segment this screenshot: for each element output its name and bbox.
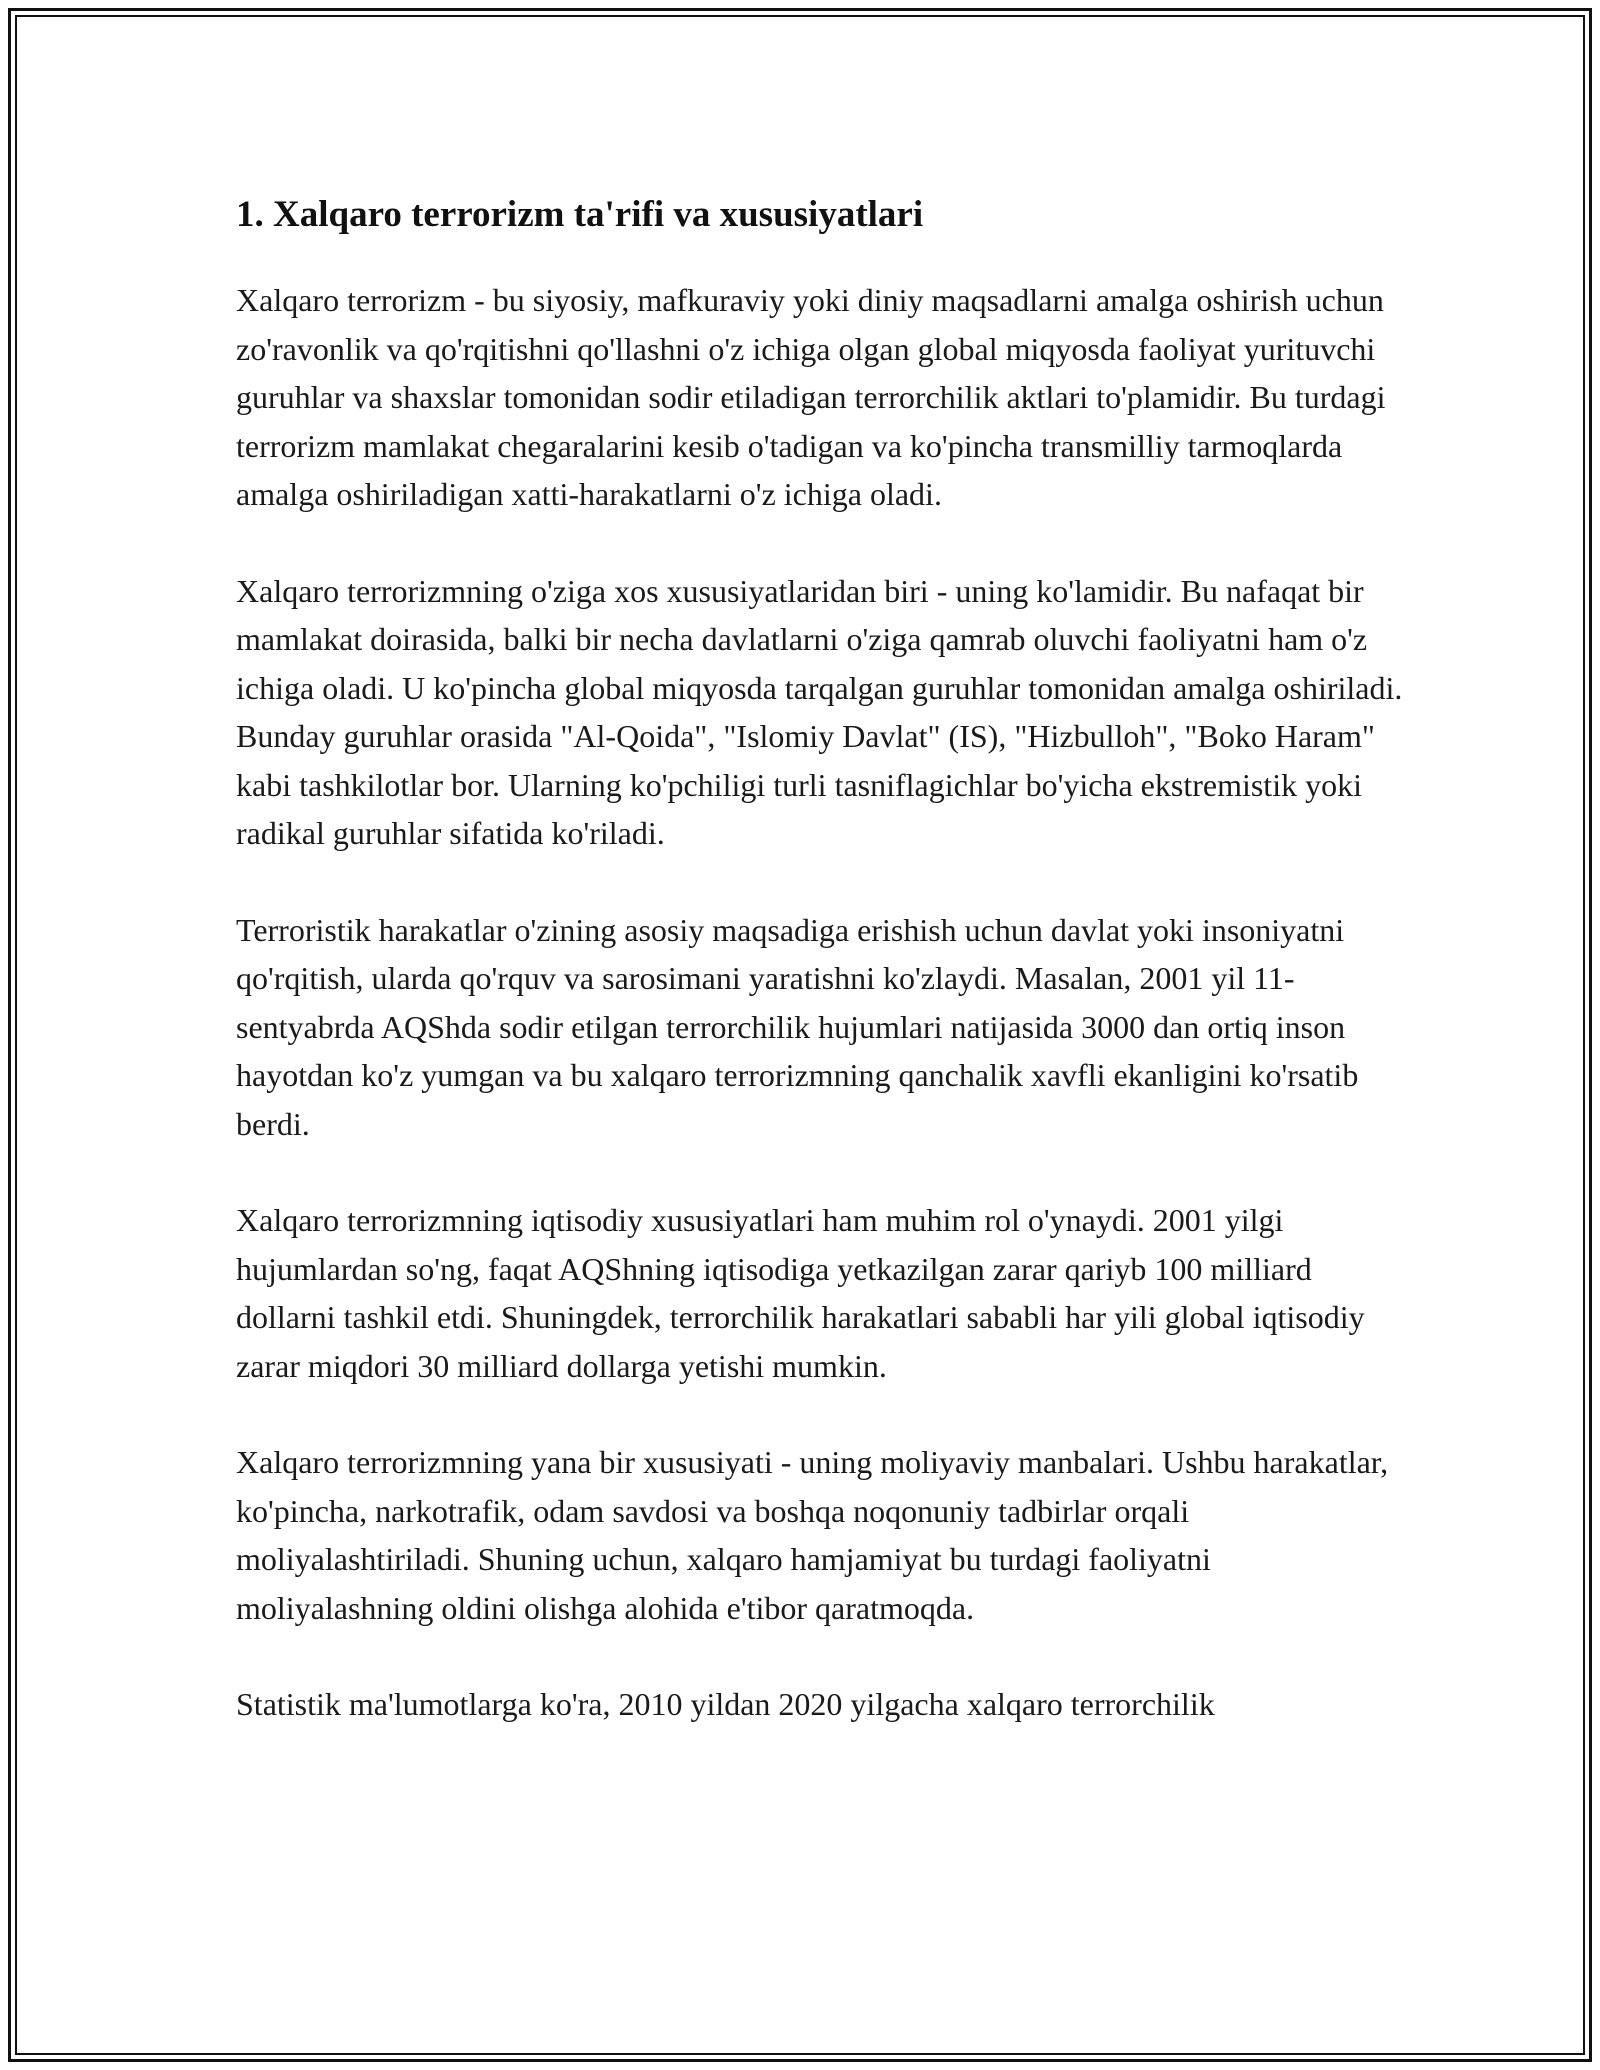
paragraph-economic: Xalqaro terrorizmning iqtisodiy xususiyatlari ham muhim rol o'ynaydi. 2001 yilgi hujumlardan so'ng, faqat AQShning iqtisodiga yetkazilgan zarar qariyb 100 milliard dollarni tashkil etdi. Shuningdek, terrorchilik harakatlari sababli har yili global iqtisodiy zarar miqdori 30 milliard dollarga yetishi mumkin. bbox=[236, 1202, 1365, 1384]
document-body bbox=[236, 180, 1416, 1777]
paragraph-scope: Xalqaro terrorizmning o'ziga xos xususiyatlaridan biri - uning ko'lamidir. Bu nafaqat bir mamlakat doirasida, balki bir necha davlatlarni o'ziga qamrab oluvchi faoliyatni ham o'z ichiga oladi. U ko'pincha global miqyosda tarqalgan guruhlar tomonidan amalga oshiriladi. Bunday guruhlar orasida "Al-Qoida", "Islomiy Davlat" (IS), "Hizbulloh", "Boko Haram" kabi tashkilotlar bor. Ularning ko'pchiligi turli tasniflagichlar bo'yicha ekstremistik yoki radikal guruhlar sifatida ko'riladi. bbox=[236, 572, 1403, 851]
paragraph-financial: Xalqaro terrorizmning yana bir xususiyati - uning moliyaviy manbalari. Ushbu harakatlar, ko'pincha, narkotrafik, odam savdosi va boshqa noqonuniy tadbirlar orqali moliyalashtiriladi. Shuning uchun, xalqaro hamjamiyat bu turdagi faoliyatni moliyalashning oldini olishga alohida e'tibor qaratmoqda. bbox=[236, 1444, 1389, 1626]
paragraph-statistics: Statistik ma'lumotlarga ko'ra, 2010 yildan 2020 yilgacha xalqaro terrorchilik bbox=[236, 1686, 1215, 1722]
section-heading: 1. Xalqaro terrorizm ta'rifi va xususiyatlari bbox=[236, 194, 924, 235]
paragraph-definition: Xalqaro terrorizm - bu siyosiy, mafkuraviy yoki diniy maqsadlarni amalga oshirish uchun zo'ravonlik va qo'rqitishni qo'llashni o'z ichiga olgan global miqyosda faoliyat yurituvchi guruhlar va shaxslar tomonidan sodir etiladigan terrorchilik aktlari to'plamidir. Bu turdagi terrorizm mamlakat chegaralarini kesib o'tadigan va ko'pincha transmilliy tarmoqlarda amalga oshiriladigan xatti-harakatlarni o'z ichiga oladi. bbox=[236, 282, 1386, 512]
paragraph-goals: Terroristik harakatlar o'zining asosiy maqsadiga erishish uchun davlat yoki insoniyatni qo'rqitish, ularda qo'rquv va sarosimani yaratishni ko'zlaydi. Masalan, 2001 yil 11-sentyabrda AQShda sodir etilgan terrorchilik hujumlari natijasida 3000 dan ortiq inson hayotdan ko'z yumgan va bu xalqaro terrorizmning qanchalik xavfli ekanligini ko'rsatib berdi. bbox=[236, 911, 1359, 1142]
